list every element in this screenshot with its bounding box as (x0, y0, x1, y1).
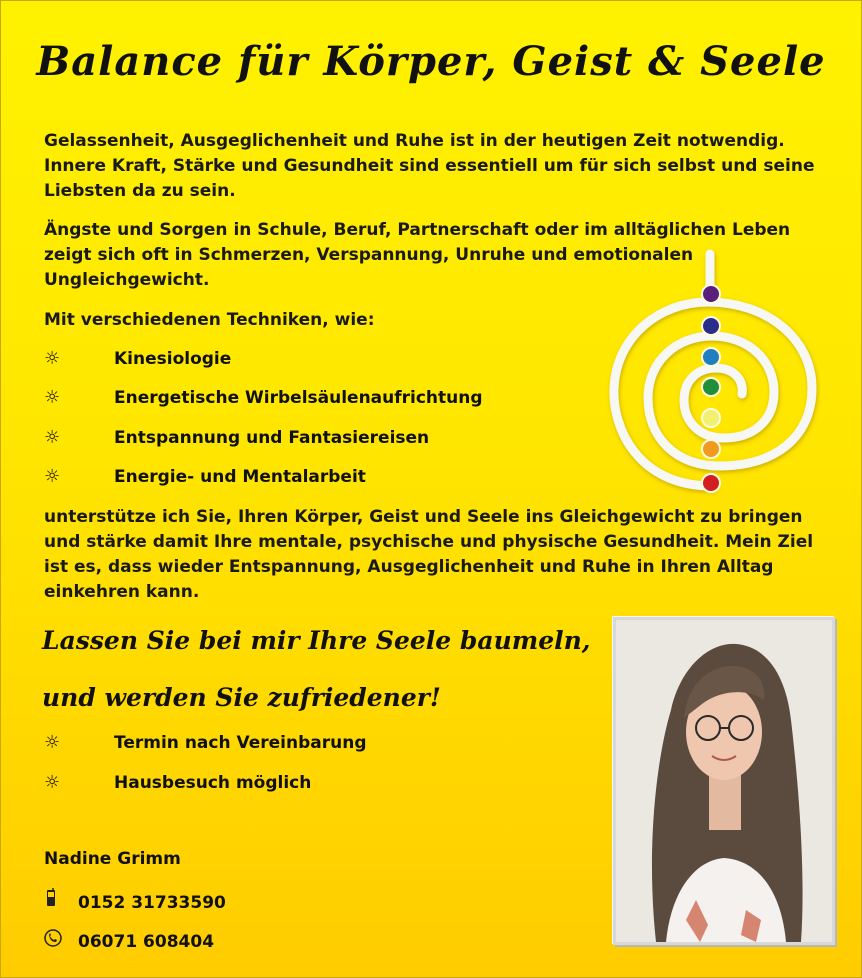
technique-item (44, 346, 231, 372)
chakra-dot-solar (702, 409, 720, 427)
note-item (44, 730, 367, 756)
sun-bullet-icon: ☼ (44, 732, 61, 753)
note-item (44, 770, 311, 796)
chakra-dot-root (702, 474, 720, 492)
technique-item (44, 385, 483, 411)
support-line: ist es, dass wieder Entspannung, Ausgeglichenheit und Ruhe in Ihren Alltag (44, 557, 774, 577)
technique-label: Entspannung und Fantasiereisen (114, 428, 430, 448)
mobile-number: 0152 31733590 (78, 893, 226, 913)
technique-label: Energetische Wirbelsäulenaufrichtung (114, 388, 483, 408)
page-title: Balance für Körper, Geist & Seele (36, 38, 826, 85)
note-label: Hausbesuch möglich (114, 773, 312, 793)
worries-line: Ängste und Sorgen in Schule, Beruf, Partnerschaft oder im alltäglichen Leben (44, 220, 791, 240)
chakra-dot-throat (702, 348, 720, 366)
support-line: und stärke damit Ihre mentale, psychische und physische Gesundheit. Mein Ziel (44, 532, 814, 552)
mobile-phone-icon (44, 888, 78, 913)
intro-paragraph (44, 129, 815, 204)
sun-bullet-icon: ☼ (44, 387, 61, 408)
chakra-dot-third-eye (702, 317, 720, 335)
intro-line: Gelassenheit, Ausgeglichenheit und Ruhe ist in der heutigen Zeit notwendig. (44, 131, 785, 151)
sun-bullet-icon: ☼ (44, 348, 61, 369)
intro-line: Innere Kraft, Stärke und Gesundheit sind essentiell um für sich selbst und seine (44, 156, 815, 176)
worries-line: Ungleichgewicht. (44, 270, 210, 290)
chakra-dot-sacral (702, 440, 720, 458)
intro-line: Liebsten da zu sein. (44, 181, 236, 201)
support-line: einkehren kann. (44, 582, 200, 602)
chakra-spiral-graphic (598, 248, 838, 508)
technique-label: Kinesiologie (114, 349, 232, 369)
chakra-dot-heart (702, 378, 720, 396)
contact-name: Nadine Grimm (44, 849, 181, 869)
sun-bullet-icon: ☼ (44, 427, 61, 448)
slogan-line-2: und werden Sie zufriedener! (42, 683, 441, 712)
technique-label: Energie- und Mentalarbeit (114, 467, 366, 487)
sun-bullet-icon: ☼ (44, 466, 61, 487)
chakra-dot-crown (702, 285, 720, 303)
worries-line: zeigt sich oft in Schmerzen, Verspannung, Unruhe und emotionalen (44, 245, 694, 265)
technique-item (44, 464, 366, 490)
telephone-icon (44, 929, 78, 952)
portrait-photo (613, 617, 835, 945)
slogan-line-1: Lassen Sie bei mir Ihre Seele baumeln, (42, 626, 591, 655)
portrait-illustration (616, 620, 832, 942)
sun-bullet-icon: ☼ (44, 772, 61, 793)
note-label: Termin nach Vereinbarung (114, 733, 367, 753)
contact-mobile (44, 888, 226, 913)
techniques-intro: Mit verschiedenen Techniken, wie: (44, 310, 375, 330)
phone-number: 06071 608404 (78, 932, 215, 952)
support-line: unterstütze ich Sie, Ihren Körper, Geist und Seele ins Gleichgewicht zu bringen (44, 507, 803, 527)
support-paragraph (44, 505, 813, 605)
contact-phone (44, 929, 214, 952)
technique-item (44, 425, 429, 451)
